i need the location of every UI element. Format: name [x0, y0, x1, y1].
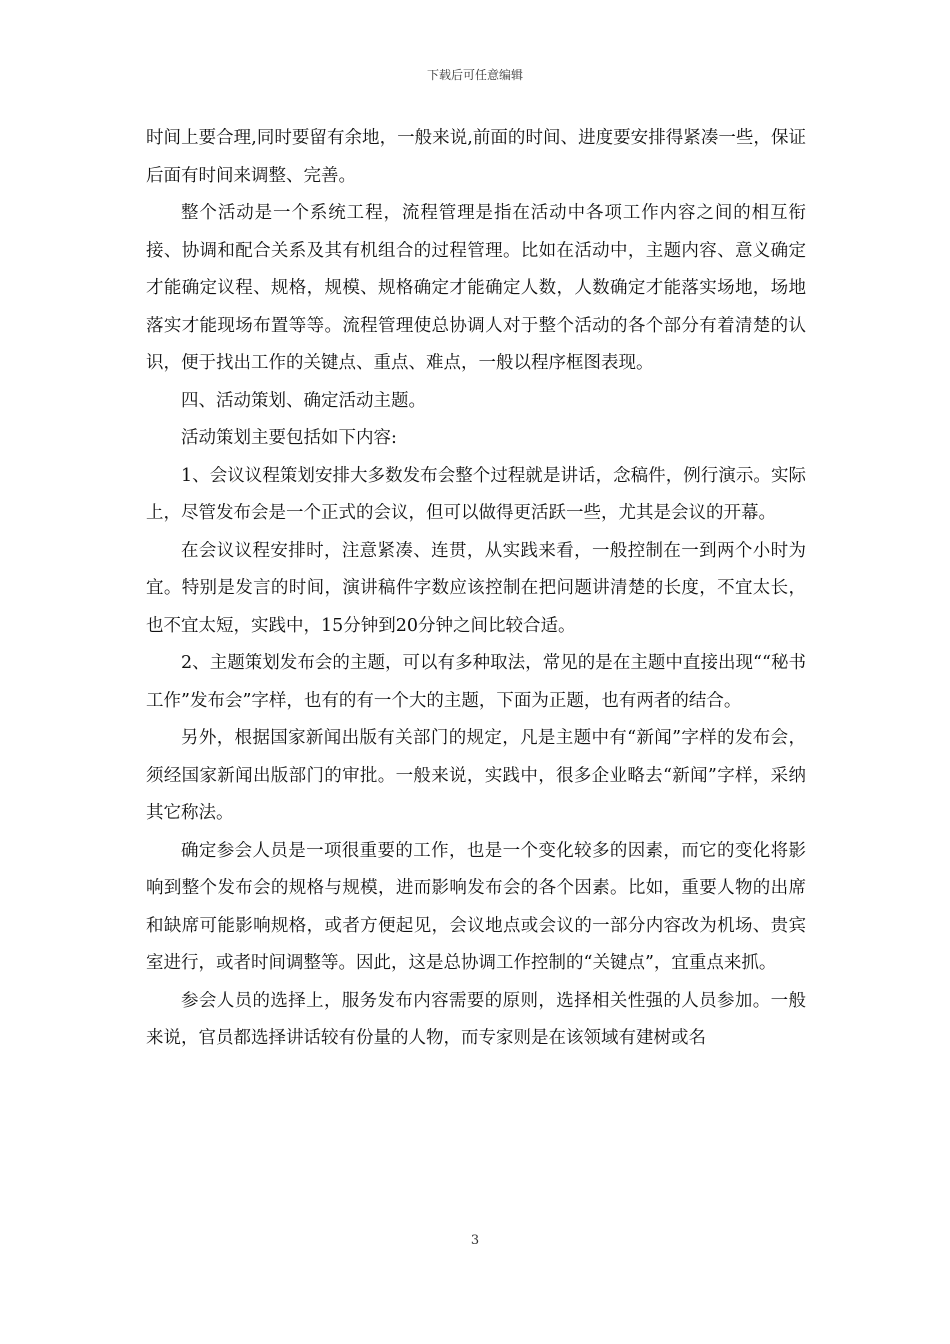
paragraph: 另外，根据国家新闻出版有关部门的规定，凡是主题中有“新闻”字样的发布会，须经国家新闻出版部门的审批。一般来说，实践中，很多企业略去“新闻”字样，采纳其它称法。 — [146, 728, 806, 823]
paragraph: 2、主题策划发布会的主题，可以有多种取法，常见的是在主题中直接出现““秘书工作”发布会”字样，也有的有一个大的主题，下面为正题，也有两者的结合。 — [146, 653, 806, 711]
paragraph: 整个活动是一个系统工程，流程管理是指在活动中各项工作内容之间的相互衔接、协调和配合关系及其有机组合的过程管理。比如在活动中，主题内容、意义确定才能确定议程、规格，规模、规格确定才能确定人数，人数确定才能落实场地，场地落实才能现场布置等等。流程管理使总协调人对于整个活动的各个部分有着清楚的认识，便于找出工作的关键点、重点、难点，一般以程序框图表现。 — [146, 203, 806, 373]
paragraph: 在会议议程安排时，注意紧凑、连贯，从实践来看，一般控制在一到两个小时为宜。特别是发言的时间，演讲稿件字数应该控制在把问题讲清楚的长度，不宜太长，也不宜太短，实践中，15分钟到20分钟之间比较合适。 — [146, 540, 806, 636]
page-header: 下载后可任意编辑 — [426, 68, 523, 82]
paragraph: 1、会议议程策划安排大多数发布会整个过程就是讲话，念稿件，例行演示。实际上，尽管发布会是一个正式的会议，但可以做得更活跃一些，尤其是会议的开幕。 — [146, 465, 806, 523]
paragraph: 活动策划主要包括如下内容: — [181, 428, 397, 448]
paragraph: 参会人员的选择上，服务发布内容需要的原则，选择相关性强的人员参加。一般来说，官员都选择讲话较有份量的人物，而专家则是在该领域有建树或名 — [146, 990, 806, 1048]
page-number: 3 — [470, 1233, 480, 1248]
paragraph: 确定参会人员是一项很重要的工作，也是一个变化较多的因素，而它的变化将影响到整个发布会的规格与规模，进而影响发布会的各个因素。比如，重要人物的出席和缺席可能影响规格，或者方便起见，会议地点或会议的一部分内容改为机场、贵宾室进行，或者时间调整等。因此，这是总协调工作控制的“关键点”，宜重点来抓。 — [146, 840, 806, 973]
section-heading: 四、活动策划、确定活动主题。 — [181, 390, 426, 411]
document-body — [146, 120, 806, 1058]
paragraph: 时间上要合理,同时要留有余地，一般来说,前面的时间、进度要安排得紧凑一些，保证后面有时间来调整、完善。 — [146, 128, 806, 186]
